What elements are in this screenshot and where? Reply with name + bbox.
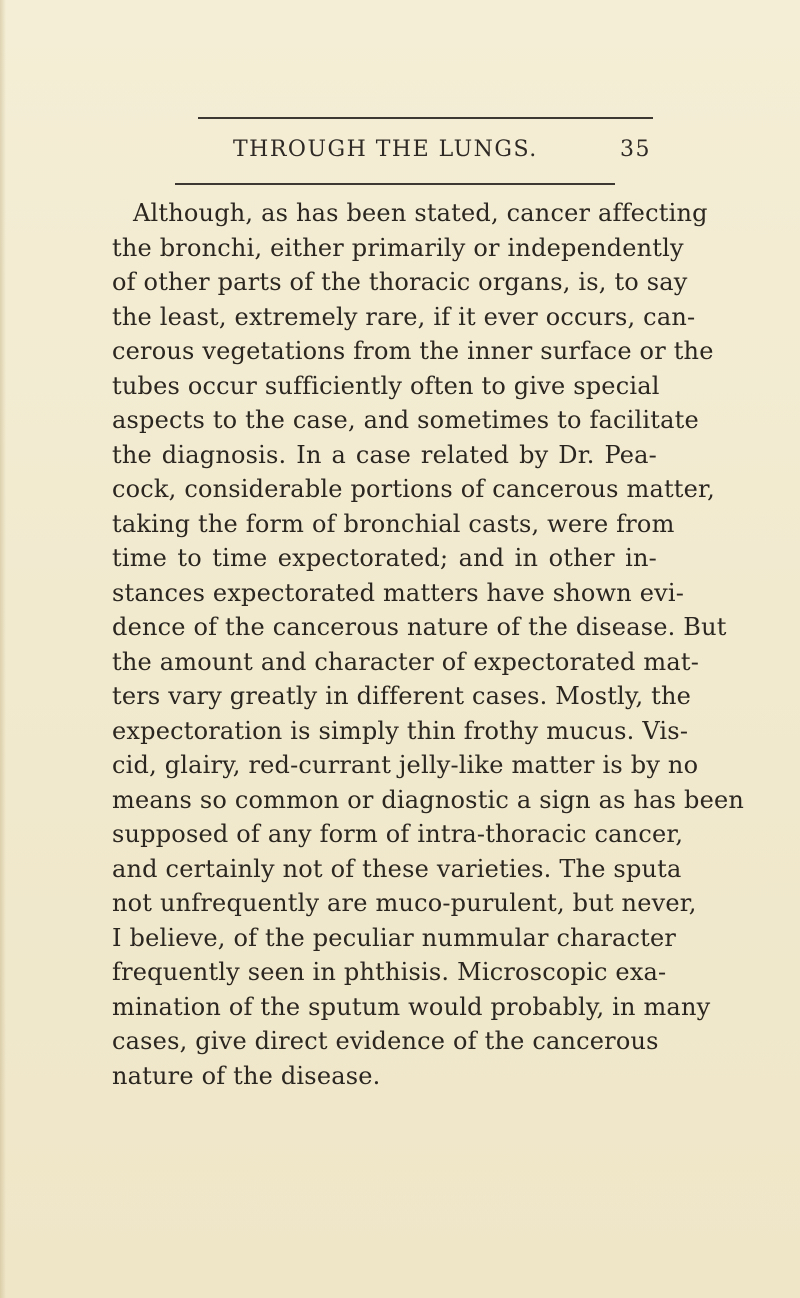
running-header <box>233 137 653 167</box>
header-rule-top <box>198 117 653 119</box>
text-line: cock, considerable portions of cancerous matter, <box>112 475 715 503</box>
text-line: expectoration is simply thin frothy mucus. Vis- <box>112 716 689 745</box>
text-line: time to time expectorated; and in other in- <box>112 544 657 572</box>
body-paragraph <box>112 196 745 1093</box>
text-line: frequently seen in phthisis. Microscopic exa- <box>112 958 667 986</box>
text-line: stances expectorated matters have shown evi- <box>112 578 685 607</box>
page-edge-shadow <box>0 0 6 1298</box>
text-line: the least, extremely rare, if it ever occurs, can- <box>112 302 696 331</box>
running-title: THROUGH THE LUNGS. <box>233 137 538 162</box>
text-line: ters vary greatly in different cases. Mostly, the <box>112 682 692 710</box>
text-line: tubes occur sufficiently often to give special <box>112 371 660 400</box>
text-line: I believe, of the peculiar nummular character <box>112 923 677 952</box>
text-line: means so common or diagnostic a sign as has been <box>112 785 745 814</box>
text-line: not unfrequently are muco-purulent, but never, <box>112 889 697 917</box>
text-line: nature of the disease. <box>112 1061 381 1090</box>
text-line: cid, glairy, red-currant jelly-like matter is by no <box>112 751 699 779</box>
text-line: the bronchi, either primarily or independently <box>112 233 684 262</box>
text-line: and certainly not of these varieties. The sputa <box>112 854 682 883</box>
text-line: aspects to the case, and sometimes to facilitate <box>112 406 699 434</box>
text-line: of other parts of the thoracic organs, is, to say <box>112 268 688 296</box>
page-number: 35 <box>620 137 651 162</box>
text-line: Although, as has been stated, cancer affecting <box>133 199 708 227</box>
text-line: taking the form of bronchial casts, were from <box>112 509 675 538</box>
text-line: cerous vegetations from the inner surface or the <box>112 337 714 365</box>
text-line: dence of the cancerous nature of the disease. But <box>112 613 727 641</box>
header-rule-bottom <box>175 183 615 185</box>
text-line: supposed of any form of intra-thoracic cancer, <box>112 820 684 848</box>
text-line: mination of the sputum would probably, in many <box>112 992 711 1021</box>
text-line: the amount and character of expectorated mat- <box>112 647 700 676</box>
text-line: cases, give direct evidence of the cancerous <box>112 1027 659 1055</box>
text-line: the diagnosis. In a case related by Dr. Pea- <box>112 440 657 469</box>
